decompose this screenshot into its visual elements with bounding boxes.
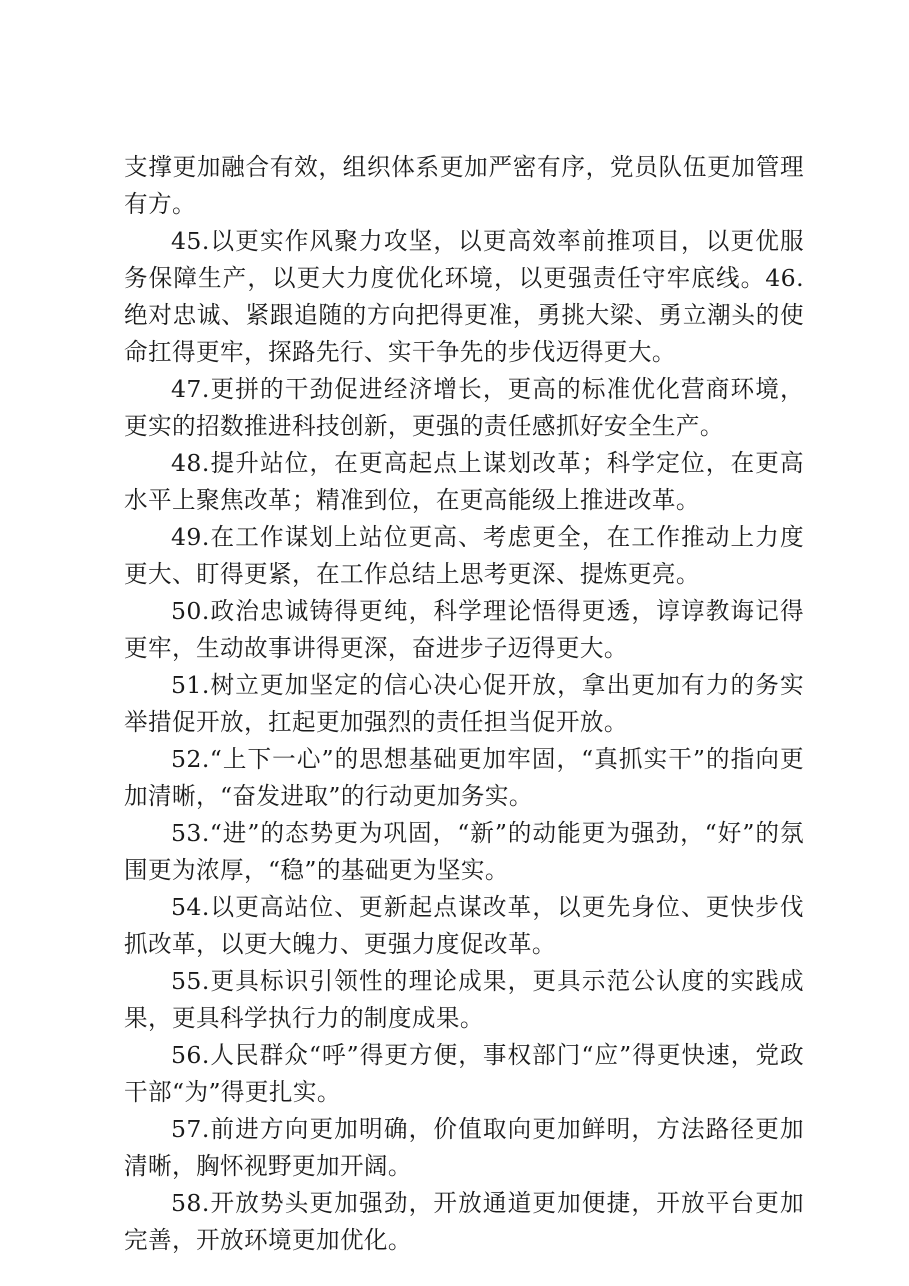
paragraph-45-46: 45.以更实作风聚力攻坚，以更高效率前推项目，以更优服务保障生产，以更大力度优化环境，以更强责任守牢底线。46.绝对忠诚、紧跟追随的方向把得更准，勇挑大梁、勇立潮头的使命扛得更牢，探路先行、实干争先的步伐迈得更大。 [124, 227, 804, 366]
paragraph-51: 51.树立更加坚定的信心决心促开放，拿出更加有力的务实举措促开放，扛起更加强烈的责任担当促开放。 [124, 671, 804, 736]
paragraph-54: 54.以更高站位、更新起点谋改革，以更先身位、更快步伐抓改革，以更大魄力、更强力度促改革。 [124, 893, 804, 958]
document-body [124, 149, 804, 1259]
paragraph-57: 57.前进方向更加明确，价值取向更加鲜明，方法路径更加清晰，胸怀视野更加开阔。 [124, 1115, 804, 1180]
paragraph-58: 58.开放势头更加强劲，开放通道更加便捷，开放平台更加完善，开放环境更加优化。 [124, 1189, 804, 1254]
paragraph-continuation: 支撑更加融合有效，组织体系更加严密有序，党员队伍更加管理有方。 [124, 153, 804, 218]
paragraph-52: 52.“上下一心”的思想基础更加牢固，“真抓实干”的指向更加清晰，“奋发进取”的行动更加务实。 [124, 745, 804, 810]
paragraph-55: 55.更具标识引领性的理论成果，更具示范公认度的实践成果，更具科学执行力的制度成果。 [124, 967, 804, 1032]
paragraph-47: 47.更拼的干劲促进经济增长，更高的标准优化营商环境，更实的招数推进科技创新，更强的责任感抓好安全生产。 [124, 375, 804, 440]
paragraph-56: 56.人民群众“呼”得更方便，事权部门“应”得更快速，党政干部“为”得更扎实。 [124, 1041, 804, 1106]
paragraph-48: 48.提升站位，在更高起点上谋划改革；科学定位，在更高水平上聚焦改革；精准到位，在更高能级上推进改革。 [124, 449, 804, 514]
paragraph-50: 50.政治忠诚铸得更纯，科学理论悟得更透，谆谆教诲记得更牢，生动故事讲得更深，奋进步子迈得更大。 [124, 597, 804, 662]
paragraph-49: 49.在工作谋划上站位更高、考虑更全，在工作推动上力度更大、盯得更紧，在工作总结上思考更深、提炼更亮。 [124, 523, 804, 588]
paragraph-53: 53.“进”的态势更为巩固，“新”的动能更为强劲，“好”的氛围更为浓厚，“稳”的基础更为坚实。 [124, 819, 804, 884]
